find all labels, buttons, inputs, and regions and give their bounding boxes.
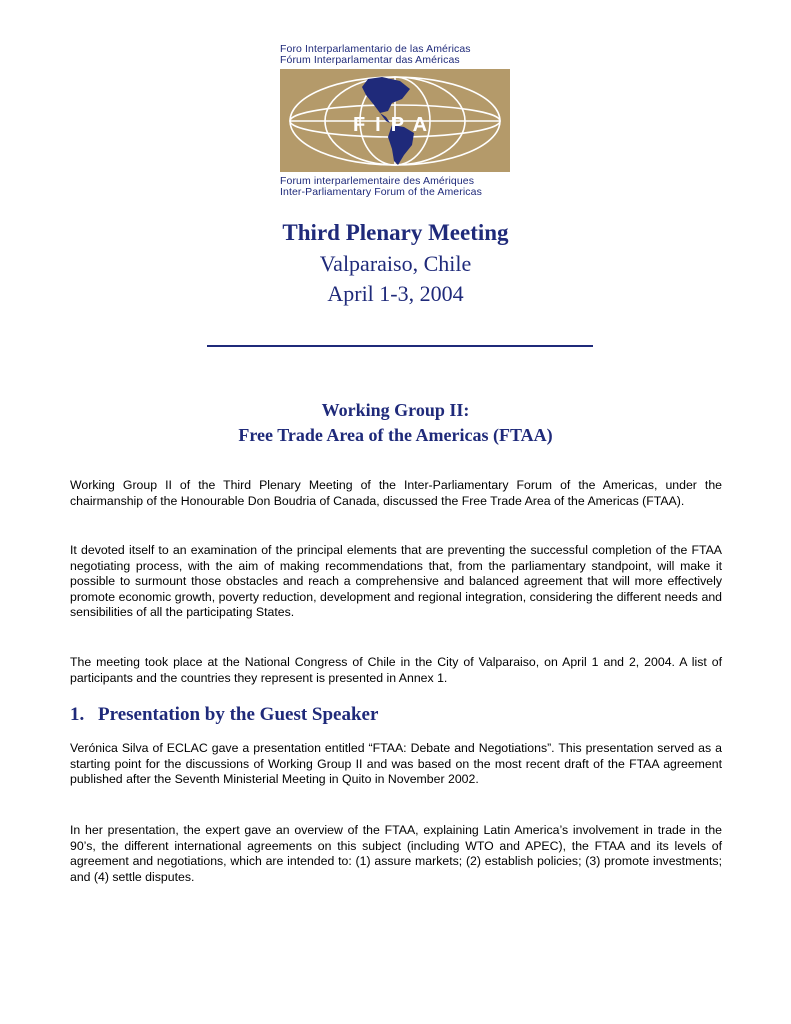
paragraph-intro: Working Group II of the Third Plenary Meeting of the Inter-Parliamentary Forum of the Americas, under the chairmanship of the Honourable Don Boudria of Canada, discussed the Free Trade Area of the Americas (FTAA). bbox=[70, 478, 722, 508]
working-group-heading: Working Group II: bbox=[321, 400, 470, 420]
paragraph-speaker: Verónica Silva of ECLAC gave a presentation entitled “FTAA: Debate and Negotiations”. This presentation served as a starting point for the discussions of Working Group II and was based on the most recent draft of the FTAA agreement published after the Seventh Ministerial Meeting in Quito in November 2002. bbox=[70, 741, 722, 786]
meeting-dates: April 1-3, 2004 bbox=[327, 281, 464, 306]
logo-line-english: Inter-Parliamentary Forum of the Americas bbox=[280, 186, 482, 198]
logo-line-portuguese: Fórum Interparlamentar das Américas bbox=[280, 54, 460, 66]
meeting-title: Third Plenary Meeting bbox=[282, 220, 509, 245]
logo-line-spanish: Foro Interparlamentario de las Américas bbox=[280, 43, 471, 55]
header-divider bbox=[207, 345, 593, 347]
logo-line-french: Forum interparlementaire des Amériques bbox=[280, 175, 475, 187]
fipa-logo bbox=[280, 44, 510, 198]
paragraph-venue: The meeting took place at the National Congress of Chile in the City of Valparaiso, on April 1 and 2, 2004. A list of participants and the countries they represent is presented in Annex 1. bbox=[70, 655, 722, 685]
section-title: Presentation by the Guest Speaker bbox=[98, 704, 379, 725]
paragraph-overview: In her presentation, the expert gave an overview of the FTAA, explaining Latin America’s involvement in trade in the 90’s, the different international agreements on this subject (including WTO and APEC), the FTAA and its levels of agreement and negotiations, which are intended to: (1) assure markets; (2) establish policies; (3) promote investments; and (4) settle disputes. bbox=[70, 823, 722, 884]
section-heading bbox=[70, 704, 378, 726]
working-group-subheading: Free Trade Area of the Americas (FTAA) bbox=[238, 425, 553, 445]
section-number: 1. bbox=[70, 704, 85, 725]
globe-americas-icon bbox=[280, 69, 510, 172]
logo-acronym: FIPA bbox=[352, 114, 438, 136]
meeting-location: Valparaiso, Chile bbox=[319, 251, 472, 276]
paragraph-purpose: It devoted itself to an examination of the principal elements that are preventing the successful completion of the FTAA negotiating process, with the aim of making recommendations that, from the parliamentary standpoint, will make it possible to surmount those obstacles and reach a comprehensive and balanced agreement that will more effectively promote economic growth, poverty reduction, development and regional integration, considering the different needs and sensibilities of all the participating States. bbox=[70, 543, 722, 619]
logo-emblem bbox=[280, 69, 510, 172]
